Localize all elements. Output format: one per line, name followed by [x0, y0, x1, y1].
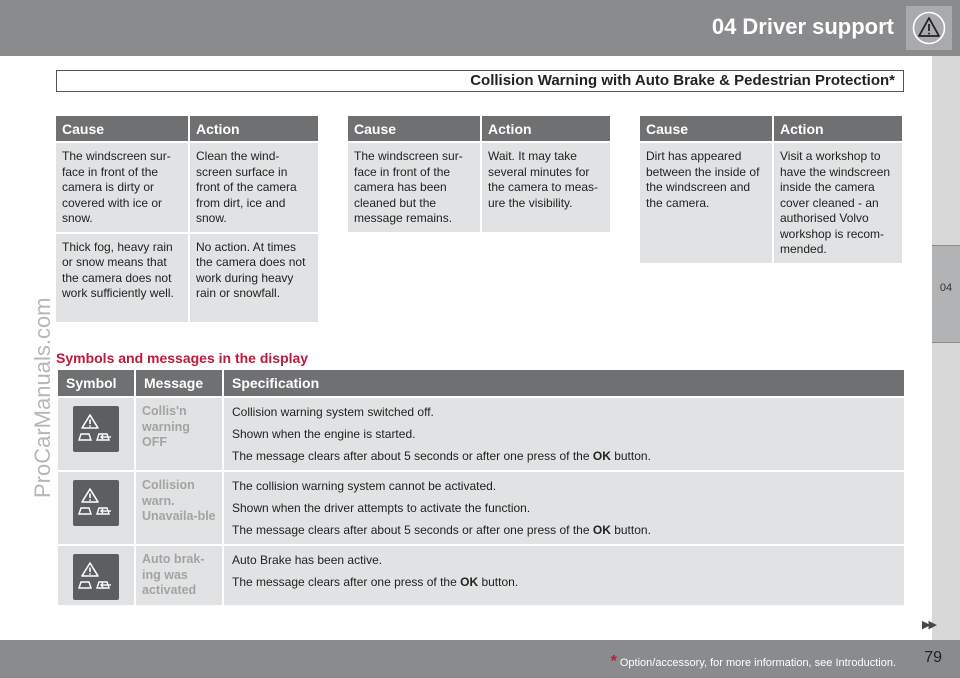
spec-line: The collision warning system cannot be activated.	[232, 479, 497, 493]
message-cell: Collision warn. Unavaila-ble	[136, 472, 222, 544]
table-row	[58, 398, 904, 470]
column-header-specification: Specification	[224, 370, 904, 396]
symbols-section-heading: Symbols and messages in the display	[56, 350, 309, 366]
action-cell: Wait. It may take several minutes for the camera to meas-ure the visibility.	[482, 143, 610, 232]
section-title-box	[56, 70, 904, 92]
table-row	[58, 472, 904, 544]
symbol-cell	[58, 472, 134, 544]
page-footer-bar	[0, 640, 960, 678]
symbol-cell	[58, 398, 134, 470]
spec-line: Auto Brake has been active.	[232, 553, 383, 567]
warning-triangle-icon	[906, 6, 952, 50]
spec-line: Shown when the engine is started.	[232, 427, 416, 441]
table-row	[58, 546, 904, 605]
action-cell: No action. At times the camera does not work during heavy rain or snowfall.	[190, 234, 318, 322]
spec-line: The message clears after one press of the OK button.	[232, 575, 519, 589]
table-row	[348, 143, 610, 232]
specification-cell	[224, 472, 904, 544]
chapter-tab-04[interactable]	[932, 245, 960, 343]
chapter-header-bar	[0, 0, 960, 56]
cause-cell: The windscreen sur-face in front of the camera is dirty or covered with ice or snow.	[56, 143, 188, 232]
action-cell: Clean the wind-screen surface in front of the camera from dirt, ice and snow.	[190, 143, 318, 232]
chapter-title: 04 Driver support	[711, 14, 894, 39]
message-cell: Collis'n warning OFF	[136, 398, 222, 470]
cause-action-table-2	[346, 116, 612, 232]
column-header-action: Action	[774, 116, 902, 141]
spec-line: Shown when the driver attempts to activate the function.	[232, 501, 531, 515]
cause-cell: Dirt has appeared between the inside of the windscreen and the camera.	[640, 143, 772, 263]
column-header-cause: Cause	[640, 116, 772, 141]
page-number: 79	[924, 649, 942, 666]
table-row	[56, 143, 318, 232]
action-cell: Visit a workshop to have the windscreen inside the camera cover cleaned - an authorised Volvo workshop is recom-mended.	[774, 143, 902, 263]
spec-line: The message clears after about 5 seconds or after one press of the OK button.	[232, 523, 651, 537]
specification-cell	[224, 546, 904, 605]
watermark-text: ProCarManuals.com	[30, 297, 55, 498]
collision-warning-symbol-icon	[73, 480, 119, 526]
symbols-messages-table	[56, 370, 906, 605]
section-title: Collision Warning with Auto Brake & Pedestrian Protection*	[470, 72, 895, 89]
specification-cell	[224, 398, 904, 470]
cause-action-table-3	[638, 116, 904, 263]
collision-warning-symbol-icon	[73, 554, 119, 600]
table-row	[640, 143, 902, 263]
double-chevron-right-icon: ▶▶	[922, 619, 935, 631]
cause-action-table-1	[54, 116, 320, 322]
column-header-message: Message	[136, 370, 222, 396]
cause-cell: Thick fog, heavy rain or snow means that the camera does not work sufficiently well.	[56, 234, 188, 322]
spec-line: The message clears after about 5 seconds or after one press of the OK button.	[232, 449, 651, 463]
cause-cell: The windscreen sur-face in front of the camera has been cleaned but the message remains.	[348, 143, 480, 232]
column-header-cause: Cause	[56, 116, 188, 141]
chapter-side-tab-strip	[932, 56, 960, 640]
footnote: * Option/accessory, for more information, see Introduction.	[610, 653, 896, 670]
message-cell: Auto brak-ing was activated	[136, 546, 222, 605]
symbol-cell	[58, 546, 134, 605]
column-header-action: Action	[482, 116, 610, 141]
table-row	[56, 234, 318, 322]
column-header-action: Action	[190, 116, 318, 141]
spec-line: Collision warning system switched off.	[232, 405, 434, 419]
column-header-cause: Cause	[348, 116, 480, 141]
column-header-symbol: Symbol	[58, 370, 134, 396]
collision-warning-symbol-icon	[73, 406, 119, 452]
chapter-tab-label: 04	[939, 282, 953, 294]
